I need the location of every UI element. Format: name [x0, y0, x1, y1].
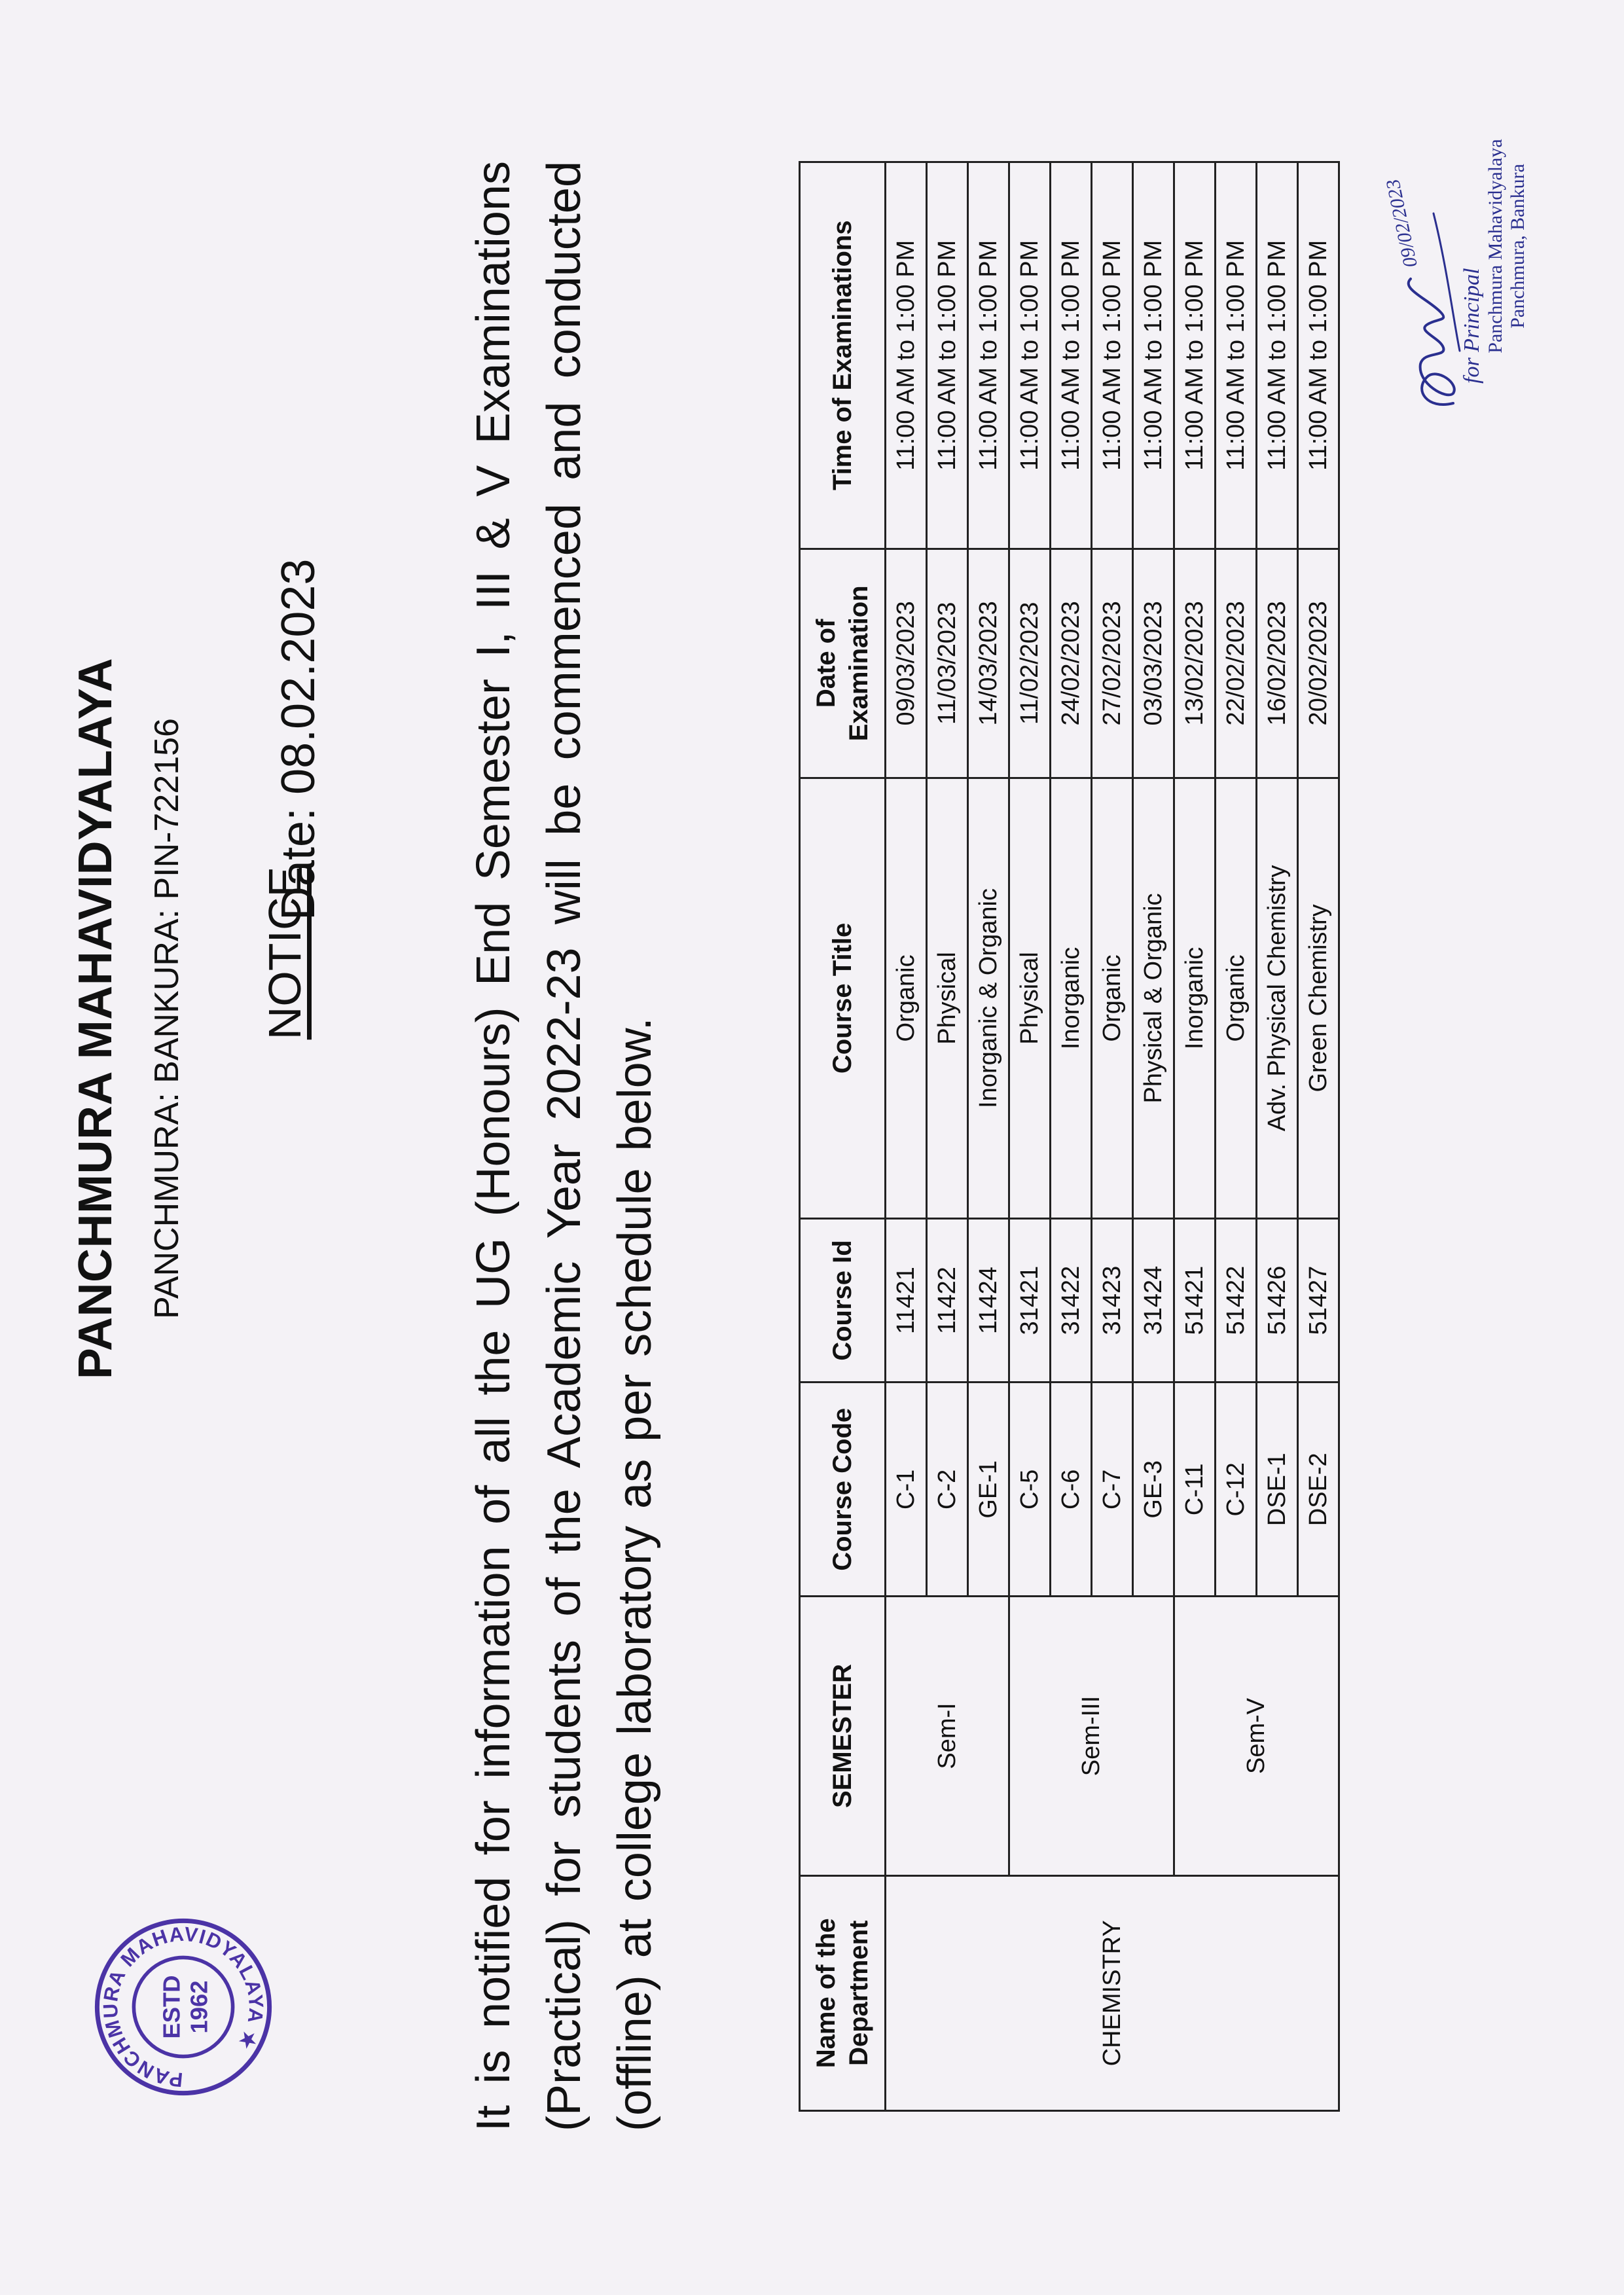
course-title-cell: Green Chemistry	[1298, 778, 1339, 1219]
exam-date-cell: 16/02/2023	[1257, 549, 1298, 778]
header-department: Name of the Department	[800, 1875, 886, 2110]
course-id-cell: 31422	[1051, 1218, 1092, 1382]
signature-college	[1485, 96, 1529, 397]
course-code-cell: DSE-2	[1298, 1382, 1339, 1597]
exam-time-cell: 11:00 AM to 1:00 PM	[1257, 162, 1298, 549]
course-id-cell: 11424	[968, 1218, 1009, 1382]
department-cell: CHEMISTRY	[886, 1875, 1339, 2110]
exam-time-cell: 11:00 AM to 1:00 PM	[1174, 162, 1216, 549]
semester-cell: Sem-V	[1174, 1597, 1339, 1875]
header-exam-time: Time of Examinations	[800, 162, 886, 549]
exam-date-cell: 22/02/2023	[1216, 549, 1257, 778]
course-code-cell: C-12	[1216, 1382, 1257, 1597]
header-exam-date: Date of Examination	[800, 549, 886, 778]
header-course-title: Course Title	[800, 778, 886, 1219]
course-title-cell: Inorganic & Organic	[968, 778, 1009, 1219]
college-seal-stamp	[92, 1915, 275, 2099]
course-title-cell: Physical	[1009, 778, 1051, 1219]
college-address: PANCHMURA: BANKURA: PIN-722156	[148, 718, 186, 1319]
exam-date-cell: 11/03/2023	[927, 549, 968, 778]
course-id-cell: 11422	[927, 1218, 968, 1382]
svg-text:ESTD: ESTD	[158, 1975, 185, 2039]
course-title-cell: Physical & Organic	[1133, 778, 1174, 1219]
course-code-cell: DSE-1	[1257, 1382, 1298, 1597]
exam-date-cell: 13/02/2023	[1174, 549, 1216, 778]
table-row	[1174, 162, 1216, 2111]
signature-role: for Principal	[1460, 268, 1484, 384]
course-code-cell: C-2	[927, 1382, 968, 1597]
signature-college-line1: Panchmura Mahavidyalaya	[1485, 139, 1506, 353]
exam-time-cell: 11:00 AM to 1:00 PM	[1092, 162, 1133, 549]
course-title-cell: Inorganic	[1174, 778, 1216, 1219]
exam-date-cell: 20/02/2023	[1298, 549, 1339, 778]
table-body	[886, 162, 1339, 2111]
course-code-cell: GE-3	[1133, 1382, 1174, 1597]
exam-date-cell: 11/02/2023	[1009, 549, 1051, 778]
course-code-cell: GE-1	[968, 1382, 1009, 1597]
course-id-cell: 51421	[1174, 1218, 1216, 1382]
stamp-graphic	[92, 1915, 275, 2099]
course-id-cell: 31421	[1009, 1218, 1051, 1382]
exam-date-cell: 09/03/2023	[886, 549, 927, 778]
course-title-cell: Organic	[1092, 778, 1133, 1219]
semester-cell: Sem-I	[886, 1597, 1009, 1875]
exam-time-cell: 11:00 AM to 1:00 PM	[1133, 162, 1174, 549]
exam-time-cell: 11:00 AM to 1:00 PM	[886, 162, 927, 549]
signature-college-line2: Panchmura, Bankura	[1507, 164, 1528, 329]
course-title-cell: Physical	[927, 778, 968, 1219]
exam-date-cell: 27/02/2023	[1092, 549, 1133, 778]
table-row	[1009, 162, 1051, 2111]
notice-date: Date: 08.02.2023	[272, 558, 325, 920]
exam-date-cell: 24/02/2023	[1051, 549, 1092, 778]
course-code-cell: C-7	[1092, 1382, 1133, 1597]
course-id-cell: 11421	[886, 1218, 927, 1382]
table-header-row	[800, 162, 886, 2111]
course-id-cell: 51427	[1298, 1218, 1339, 1382]
svg-text:1962: 1962	[185, 1980, 213, 2034]
exam-date-cell: 03/03/2023	[1133, 549, 1174, 778]
course-code-cell: C-11	[1174, 1382, 1216, 1597]
course-title-cell: Adv. Physical Chemistry	[1257, 778, 1298, 1219]
course-id-cell: 31424	[1133, 1218, 1174, 1382]
course-code-cell: C-6	[1051, 1382, 1092, 1597]
table-row	[886, 162, 927, 2111]
course-code-cell: C-1	[886, 1382, 927, 1597]
exam-time-cell: 11:00 AM to 1:00 PM	[1009, 162, 1051, 549]
exam-time-cell: 11:00 AM to 1:00 PM	[1051, 162, 1092, 549]
exam-time-cell: 11:00 AM to 1:00 PM	[927, 162, 968, 549]
course-title-cell: Organic	[1216, 778, 1257, 1219]
course-id-cell: 31423	[1092, 1218, 1133, 1382]
notice-label: NOTICE	[259, 866, 310, 1040]
notice-body-text: It is notified for information of all the UG (Honours) End Semester I, III & V Examinations (Practical) for students of the Academic Year 2022-23 will be commenced and conducted (offline) at college laboratory as per schedule below.	[467, 161, 661, 2131]
college-name: PANCHMURA MAHAVIDYALAYA	[69, 657, 122, 1380]
course-title-cell: Organic	[886, 778, 927, 1219]
exam-time-cell: 11:00 AM to 1:00 PM	[968, 162, 1009, 549]
course-code-cell: C-5	[1009, 1382, 1051, 1597]
exam-date-cell: 14/03/2023	[968, 549, 1009, 778]
course-id-cell: 51426	[1257, 1218, 1298, 1382]
signature-date: 09/02/2023	[1382, 177, 1422, 270]
header-course-id: Course Id	[800, 1218, 886, 1382]
exam-schedule-table	[799, 161, 1340, 2112]
course-title-cell: Inorganic	[1051, 778, 1092, 1219]
stamp-ring-text: PANCHMURA MAHAVIDYALAYA ★	[98, 1922, 268, 2092]
exam-time-cell: 11:00 AM to 1:00 PM	[1298, 162, 1339, 549]
exam-time-cell: 11:00 AM to 1:00 PM	[1216, 162, 1257, 549]
course-id-cell: 51422	[1216, 1218, 1257, 1382]
semester-cell: Sem-III	[1009, 1597, 1174, 1875]
header-course-code: Course Code	[800, 1382, 886, 1597]
header-semester: SEMESTER	[800, 1597, 886, 1875]
